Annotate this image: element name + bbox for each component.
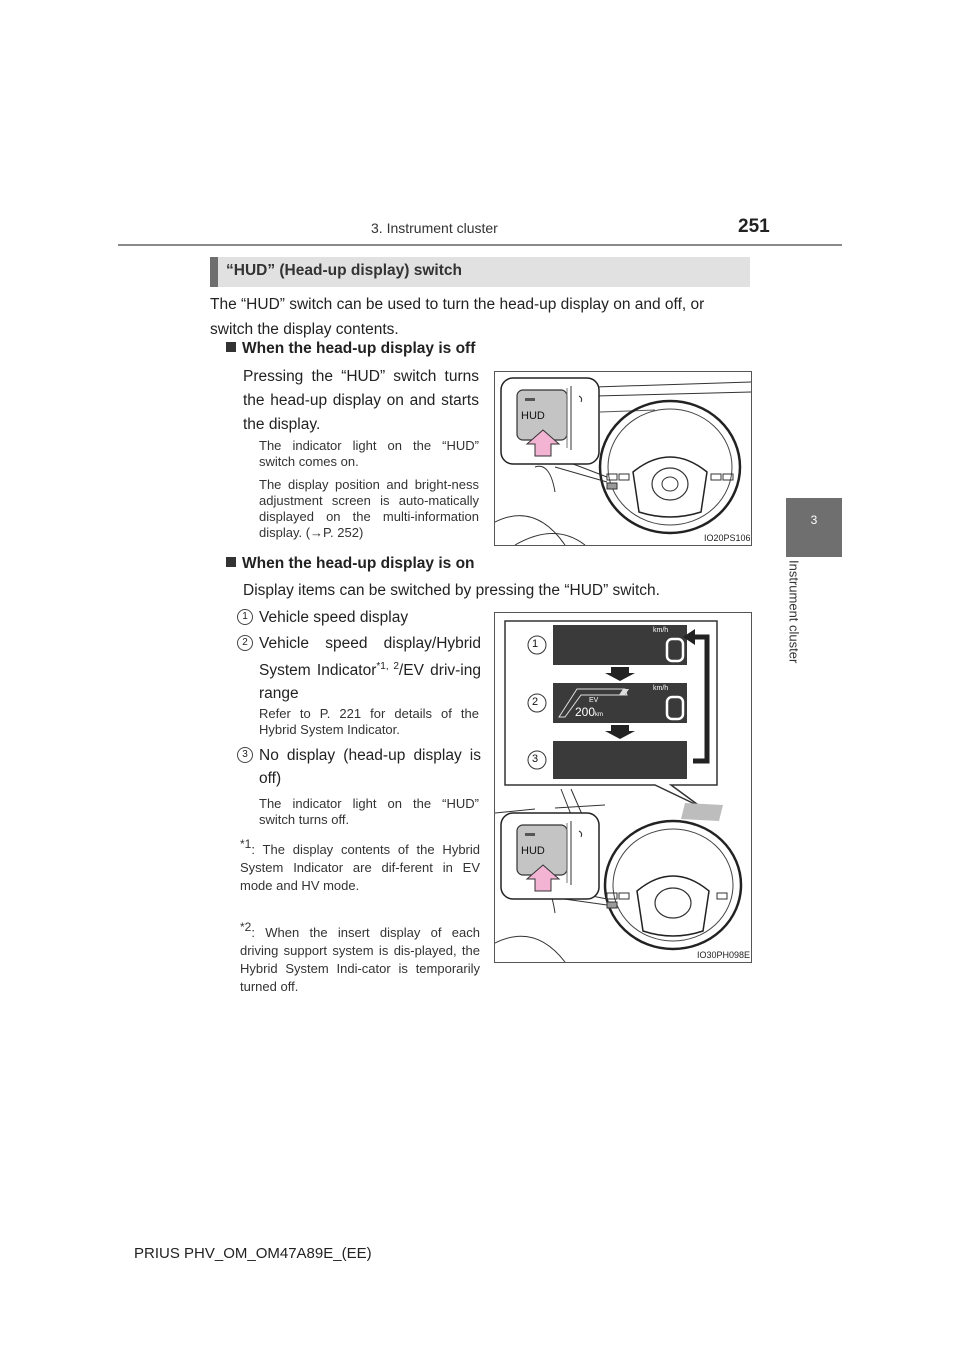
footer-document-code: PRIUS PHV_OM_OM47A89E_(EE) <box>134 1245 372 1262</box>
screen-label-1: 1 <box>532 638 539 650</box>
item-2-text <box>259 632 481 705</box>
figure-code: IO30PH098E <box>697 950 751 960</box>
screen-label-2: 2 <box>532 696 539 708</box>
header-rule <box>118 244 842 246</box>
figure-hud-display-modes <box>494 612 752 963</box>
footnote-1-text: : The display contents of the Hybrid System Indicator are dif-ferent in EV mode and HV mode. <box>240 842 480 893</box>
off-description: Pressing the “HUD” switch turns the head-up display on and starts the display. <box>243 368 479 433</box>
chapter-side-label-text: Instrument cluster <box>786 560 802 664</box>
item-2-text-a: Vehicle speed display/Hybrid System Indicator <box>259 635 481 679</box>
chapter-side-label <box>784 560 804 720</box>
chapter-tab-number: 3 <box>810 513 818 527</box>
ev-label: EV <box>589 697 599 704</box>
subheading-off <box>226 340 475 358</box>
chapter-tab <box>786 498 842 557</box>
footnote-2-mark: *2 <box>240 920 252 934</box>
square-bullet-icon <box>226 557 236 567</box>
square-bullet-icon <box>226 342 236 352</box>
hud-modes-illustration <box>495 613 751 962</box>
on-description: Display items can be switched by pressing the “HUD” switch. <box>243 582 660 599</box>
item-number-3: 3 <box>237 747 253 763</box>
hud-button-label: HUD <box>521 845 545 857</box>
section-heading: “HUD” (Head-up display) switch <box>226 262 462 279</box>
off-note-1: The indicator light on the “HUD” switch comes on. <box>259 438 479 469</box>
figure-code: IO20PS106 <box>704 533 751 543</box>
item-1-text: Vehicle speed display <box>259 609 409 626</box>
footnote-2 <box>240 918 480 996</box>
page-number: 251 <box>738 216 770 237</box>
item-3-note: The indicator light on the “HUD” switch turns off. <box>259 796 479 827</box>
steering-wheel-illustration <box>495 372 751 545</box>
subheading-on <box>226 555 475 573</box>
item-2-note: Refer to P. 221 for details of the Hybrid System Indicator. <box>259 706 479 737</box>
figure-hud-switch-off <box>494 371 752 546</box>
ev-range <box>575 705 603 719</box>
footnote-1 <box>240 835 480 895</box>
subheading-on-text: When the head-up display is on <box>242 555 475 572</box>
item-2-footnote-ref: *1, 2 <box>376 661 399 672</box>
footnote-2-text: : When the insert display of each driving support system is dis-played, the Hybrid System Indi-cator is temporarily turned off. <box>240 925 480 994</box>
speed-unit-2: km/h <box>653 685 669 692</box>
subheading-off-text: When the head-up display is off <box>242 340 476 357</box>
item-3-text: No display (head-up display is off) <box>259 747 481 787</box>
item-number-2: 2 <box>237 635 253 651</box>
off-note-2: The display position and bright-ness adjustment screen is auto-matically displayed on the multi-information display. (→P. 252) <box>259 477 479 540</box>
speed-unit-1: km/h <box>653 627 669 634</box>
footnote-1-mark: *1 <box>240 837 252 851</box>
screen-label-3: 3 <box>532 753 539 765</box>
item-number-1: 1 <box>237 609 253 625</box>
ev-range-value: 200 <box>575 705 596 719</box>
intro-text: The “HUD” switch can be used to turn the head-up display on and off, or switch the display contents. <box>210 296 705 338</box>
section-heading-bar <box>210 257 218 287</box>
item-2-text-b: /EV driv-ing range <box>259 662 481 702</box>
hud-button-label: HUD <box>521 410 545 422</box>
ev-range-unit: km <box>595 712 604 718</box>
header-section-title: 3. Instrument cluster <box>371 220 498 236</box>
